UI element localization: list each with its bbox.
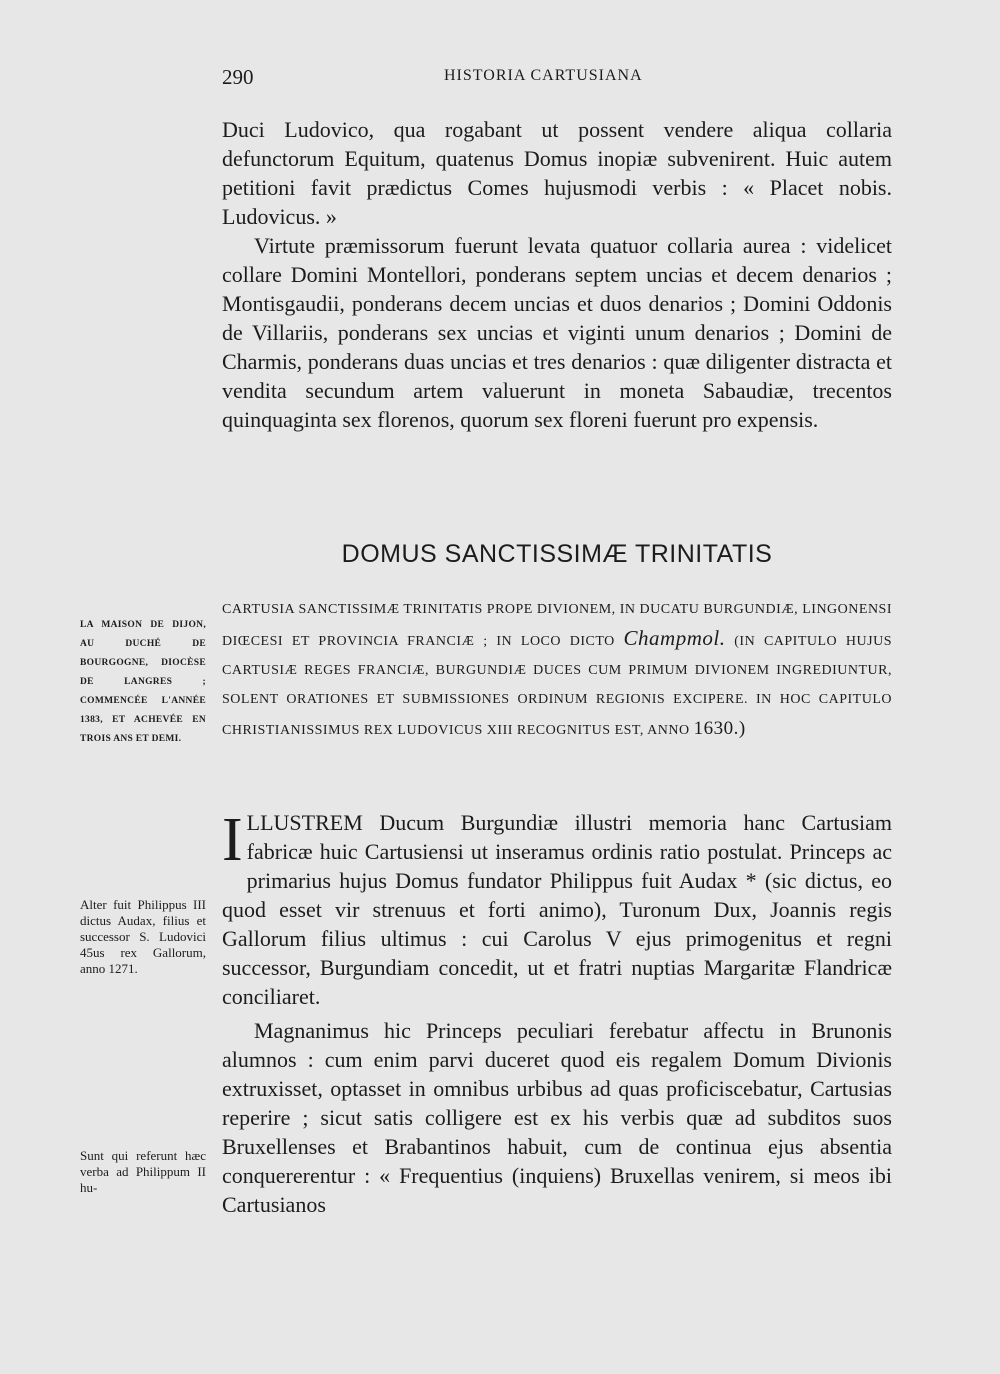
paragraph-3 <box>222 808 892 1011</box>
subtitle-part-1: CARTUSIA SANCTISSIMÆ TRINITATIS PROPE DIVIONEM, IN DUCATU BURGUNDIÆ, LINGONENSI DIŒCESI ET PROVINCIA FRANCIÆ ; IN LOCO DICTO <box>222 602 892 649</box>
section-subtitle <box>222 595 892 745</box>
margin-note-1: LA MAISON DE DIJON, AU DUCHÉ DE BOURGOGNE, DIOCÈSE DE LANGRES ; COMMENCÉE L'ANNÉE 1383, ET ACHEVÉE EN TROIS ANS ET DEMI. <box>80 620 206 744</box>
margin-note-2: Alter fuit Philippus III dictus Audax, filius et successor S. Ludovici 45us rex Gallorum, anno 1271. <box>80 897 206 976</box>
subtitle-part-2: (IN CAPITULO HUJUS CARTUSIÆ REGES FRANCIÆ, BURGUNDIÆ DUCES CUM PRIMUM DIVIONEM INGREDIUNTUR, SOLENT ORATIONES ET SUBMISSIONES ORDINUM REGIONIS EXCIPERE. IN HOC CAPITULO CHRISTIANISSIMUS REX LUDOVICUS XIII RECOGNITUS EST, ANNO <box>222 634 892 738</box>
drop-cap: I <box>222 806 243 874</box>
paragraph-3-text: LLUSTREM Ducum Burgundiæ illustri memoria hanc Cartusiam fabricæ huic Cartusiensi ut inseramus ordinis ratio postulat. Princeps ac primarius hujus Domus fundator Philippus fuit Audax * (sic dictus, eo quod esset vir strenuus et forti animo), Turonum Dux, Joannis regis Gallorum filius ultimus : cui Carolus V ejus primogenitus et regni successor, Burgundiam concedit, ut et fratri nuptias Margaritæ Flandricæ conciliaret. <box>222 810 892 1009</box>
margin-note-3: Sunt qui referunt hæc verba ad Philippum II hu- <box>80 1148 206 1195</box>
running-title: HISTORIA CARTUSIANA <box>444 67 643 84</box>
section-heading: DOMUS SANCTISSIMÆ TRINITATIS <box>341 540 773 568</box>
paragraph-1: Duci Ludovico, qua rogabant ut possent vendere aliqua collaria defunctorum Equitum, quatenus Domus inopiæ subvenirent. Huic autem petitioni favit prædictus Comes hujusmodi verbis : « Placet nobis. Ludovicus. » <box>222 117 892 229</box>
page-number: 290 <box>222 65 254 89</box>
page-header <box>222 65 892 89</box>
paragraph-4: Magnanimus hic Princeps peculiari ferebatur affectu in Brunonis alumnos : cum enim parvi duceret quod eis regalem Domum Divionis extruxisset, optasset in omnibus urbibus ad quas proficiscebatur, Cartusias reperire ; sicut satis colligere est ex his verbis quæ ad subditos suos Bruxellenses et Brabantinos habuit, cum de continua ejus absentia conquererentur : « Frequentius (inquiens) Bruxellas venirem, si meos ibi Cartusianos <box>222 1018 892 1217</box>
paragraph-2: Virtute præmissorum fuerunt levata quatuor collaria aurea : videlicet collare Domini Montellori, ponderans septem uncias et decem denarios ; Montisgaudii, ponderans decem uncias et duos denarios ; Domini Oddonis de Villariis, ponderans sex uncias et viginti unum denarios ; Domini de Charmis, ponderans duas uncias et tres denarios : quæ diligenter distracta et vendita secundum artem valuerunt in moneta Sabaudiæ, trecentos quinquaginta sex florenos, quorum sex floreni fuerunt pro expensis. <box>222 233 892 432</box>
subtitle-year: 1630.) <box>693 718 746 739</box>
subtitle-place: Champmol. <box>623 626 726 650</box>
